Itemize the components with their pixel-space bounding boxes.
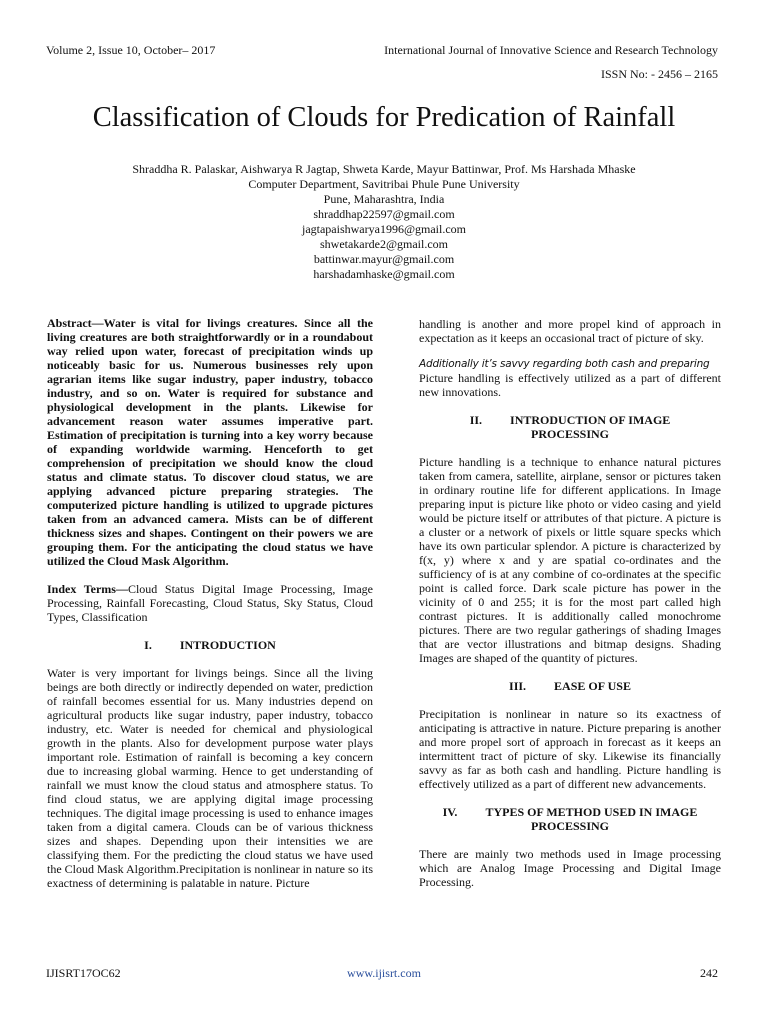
intro-continuation-cursive: Additionally it’s savvy regarding both cash and preparing: [419, 358, 710, 370]
paper-title: Classification of Clouds for Predication of Rainfall: [92, 102, 676, 133]
intro-continuation: handling is another and more propel kind of approach in expectation as it keeps an occasional tract of picture of sky.: [419, 317, 721, 345]
index-terms-text: Cloud Status Digital Image Processing, Image Processing, Rainfall Forecasting, Cloud Status, Sky Status, Cloud Types, Classification: [47, 582, 373, 624]
footer-page-number: 242: [700, 966, 718, 980]
author-names: Shraddha R. Palaskar, Aishwarya R Jagtap, Shweta Karde, Mayur Battinwar, Prof. Ms Harshada Mhaske: [132, 162, 636, 176]
left-column: [47, 316, 373, 890]
section-heading-intro: [47, 638, 373, 652]
author-location: Pune, Maharashtra, India: [323, 192, 445, 206]
image-processing-paragraph: Picture handling is a technique to enhance natural pictures taken from camera, satellite, airplane, sensor or pictures taken in ordinary routine life for different applications. In Image preparing input is picture like photo or video casing and yield would be picture itself or attributes of that picture. A picture is a cluster or a network of pixels or little square specks which have its own particular splendor. A picture is characterized by f(x, y) where x and y are spatial co-ordinates and the sufficiency of is at any combine of co-ordinates at the specific point is called force. Dark scale picture has power in the vicinity of 0 and 255; it is for the most part called high contrast pictures. It is additionally called monochrome pictures. There are two regular gatherings of shading Images that are vector illustrations and bitmap designs. Shading Images are shaped of the quantity of pictures.: [419, 455, 721, 665]
section-title: INTRODUCTION: [179, 638, 276, 652]
author-email[interactable]: shraddhap22597@gmail.com: [313, 207, 455, 221]
author-email[interactable]: battinwar.mayur@gmail.com: [313, 252, 455, 266]
section-title: INTRODUCTION OF IMAGE: [510, 413, 671, 427]
section-title: TYPES OF METHOD USED IN IMAGE: [485, 805, 698, 819]
section-heading-ease-of-use: [419, 679, 721, 693]
right-column: [419, 317, 721, 889]
section-title: EASE OF USE: [554, 679, 631, 693]
methods-paragraph: There are mainly two methods used in Image processing which are Analog Image Processing and Digital Image Processing.: [419, 847, 721, 889]
intro-continuation-end: Picture handling is effectively utilized as a part of different new innovations.: [419, 371, 721, 399]
section-number: I.: [144, 638, 152, 652]
section-heading-methods: [419, 805, 721, 833]
intro-paragraph: Water is very important for livings beings. Since all the living beings are both directly or indirectly depended on water, prediction of rainfall becomes essential for us. Many industries depend on agricultural products like sugar industry, paper industry, tobacco industry, etc. Water is needed for chemical and physiological growth in the plants. Also for development purpose water plays important role. Estimation of rainfall is becoming a key concern due to increasing global warming. Hence to get understanding of rainfall we must know the cloud status and atmosphere status. To find cloud status, we are applying digital image processing techniques. The digital image processing is used to enhance images taken from a digital camera. Clouds can be of various thickness sizes and shapes. Depending upon their intensities we are classifying them. For the predicting the cloud status we have used the Cloud Mask Algorithm.Precipitation is nonlinear in nature so its exactness of determining is palatable in nature. Picture: [47, 666, 373, 890]
abstract: Abstract—Water is vital for livings creatures. Since all the living creatures are both straightforwardly or in a roundabout way relied upon water, forecast of precipitation winds up noticeably basic for us. Numerous businesses rely upon agrarian items like sugar industry, paper industry, tobacco industry, and so on. Water is required for substance and physiological development in the plants. Likewise for advancement reason water assumes imperative part. Estimation of precipitation is turning into a key worry because of expanding worldwide warming. Henceforth to get comprehension of precipitation we should know the cloud status and climate status. To discover cloud status, we are applying advanced picture preparing strategies. The computerized picture handling is utilized to upgrade pictures taken from an advanced camera. Mists can be of different thickness sizes and shapes. Contingent on their powers we are grouping them. For the anticipating the cloud status we have utilized the Cloud Mask Algorithm.: [47, 316, 373, 568]
header-volume: Volume 2, Issue 10, October– 2017: [46, 43, 216, 57]
index-terms: [47, 582, 373, 624]
ease-of-use-paragraph: Precipitation is nonlinear in nature so its exactness of anticipating is attractive in nature. Picture preparing is another and more propel sort of approach in forecast as it keeps an intermittent tract of picture of sky. Likewise its financially savvy as far as both cash and handling. Picture handling is effectively utilized as a part of different new advancements.: [419, 707, 721, 791]
index-terms-label: Index Terms—: [47, 582, 128, 596]
section-number: III.: [509, 679, 527, 693]
header-journal: International Journal of Innovative Science and Research Technology: [384, 43, 718, 57]
section-number: II.: [469, 413, 483, 427]
author-block: [40, 162, 728, 282]
header-issn: ISSN No: - 2456 – 2165: [600, 67, 718, 81]
section-title-line2: PROCESSING: [530, 819, 610, 833]
author-email[interactable]: harshadamhaske@gmail.com: [313, 267, 455, 281]
footer-website-link[interactable]: www.ijisrt.com: [347, 966, 421, 980]
author-department: Computer Department, Savitribai Phule Pune University: [248, 177, 520, 191]
section-number: IV.: [442, 805, 458, 819]
author-email[interactable]: jagtapaishwarya1996@gmail.com: [301, 222, 466, 236]
footer-paper-id: IJISRT17OC62: [46, 966, 121, 980]
author-email[interactable]: shwetakarde2@gmail.com: [319, 237, 448, 251]
section-title-line2: PROCESSING: [530, 427, 610, 441]
section-heading-image-processing: [419, 413, 721, 441]
